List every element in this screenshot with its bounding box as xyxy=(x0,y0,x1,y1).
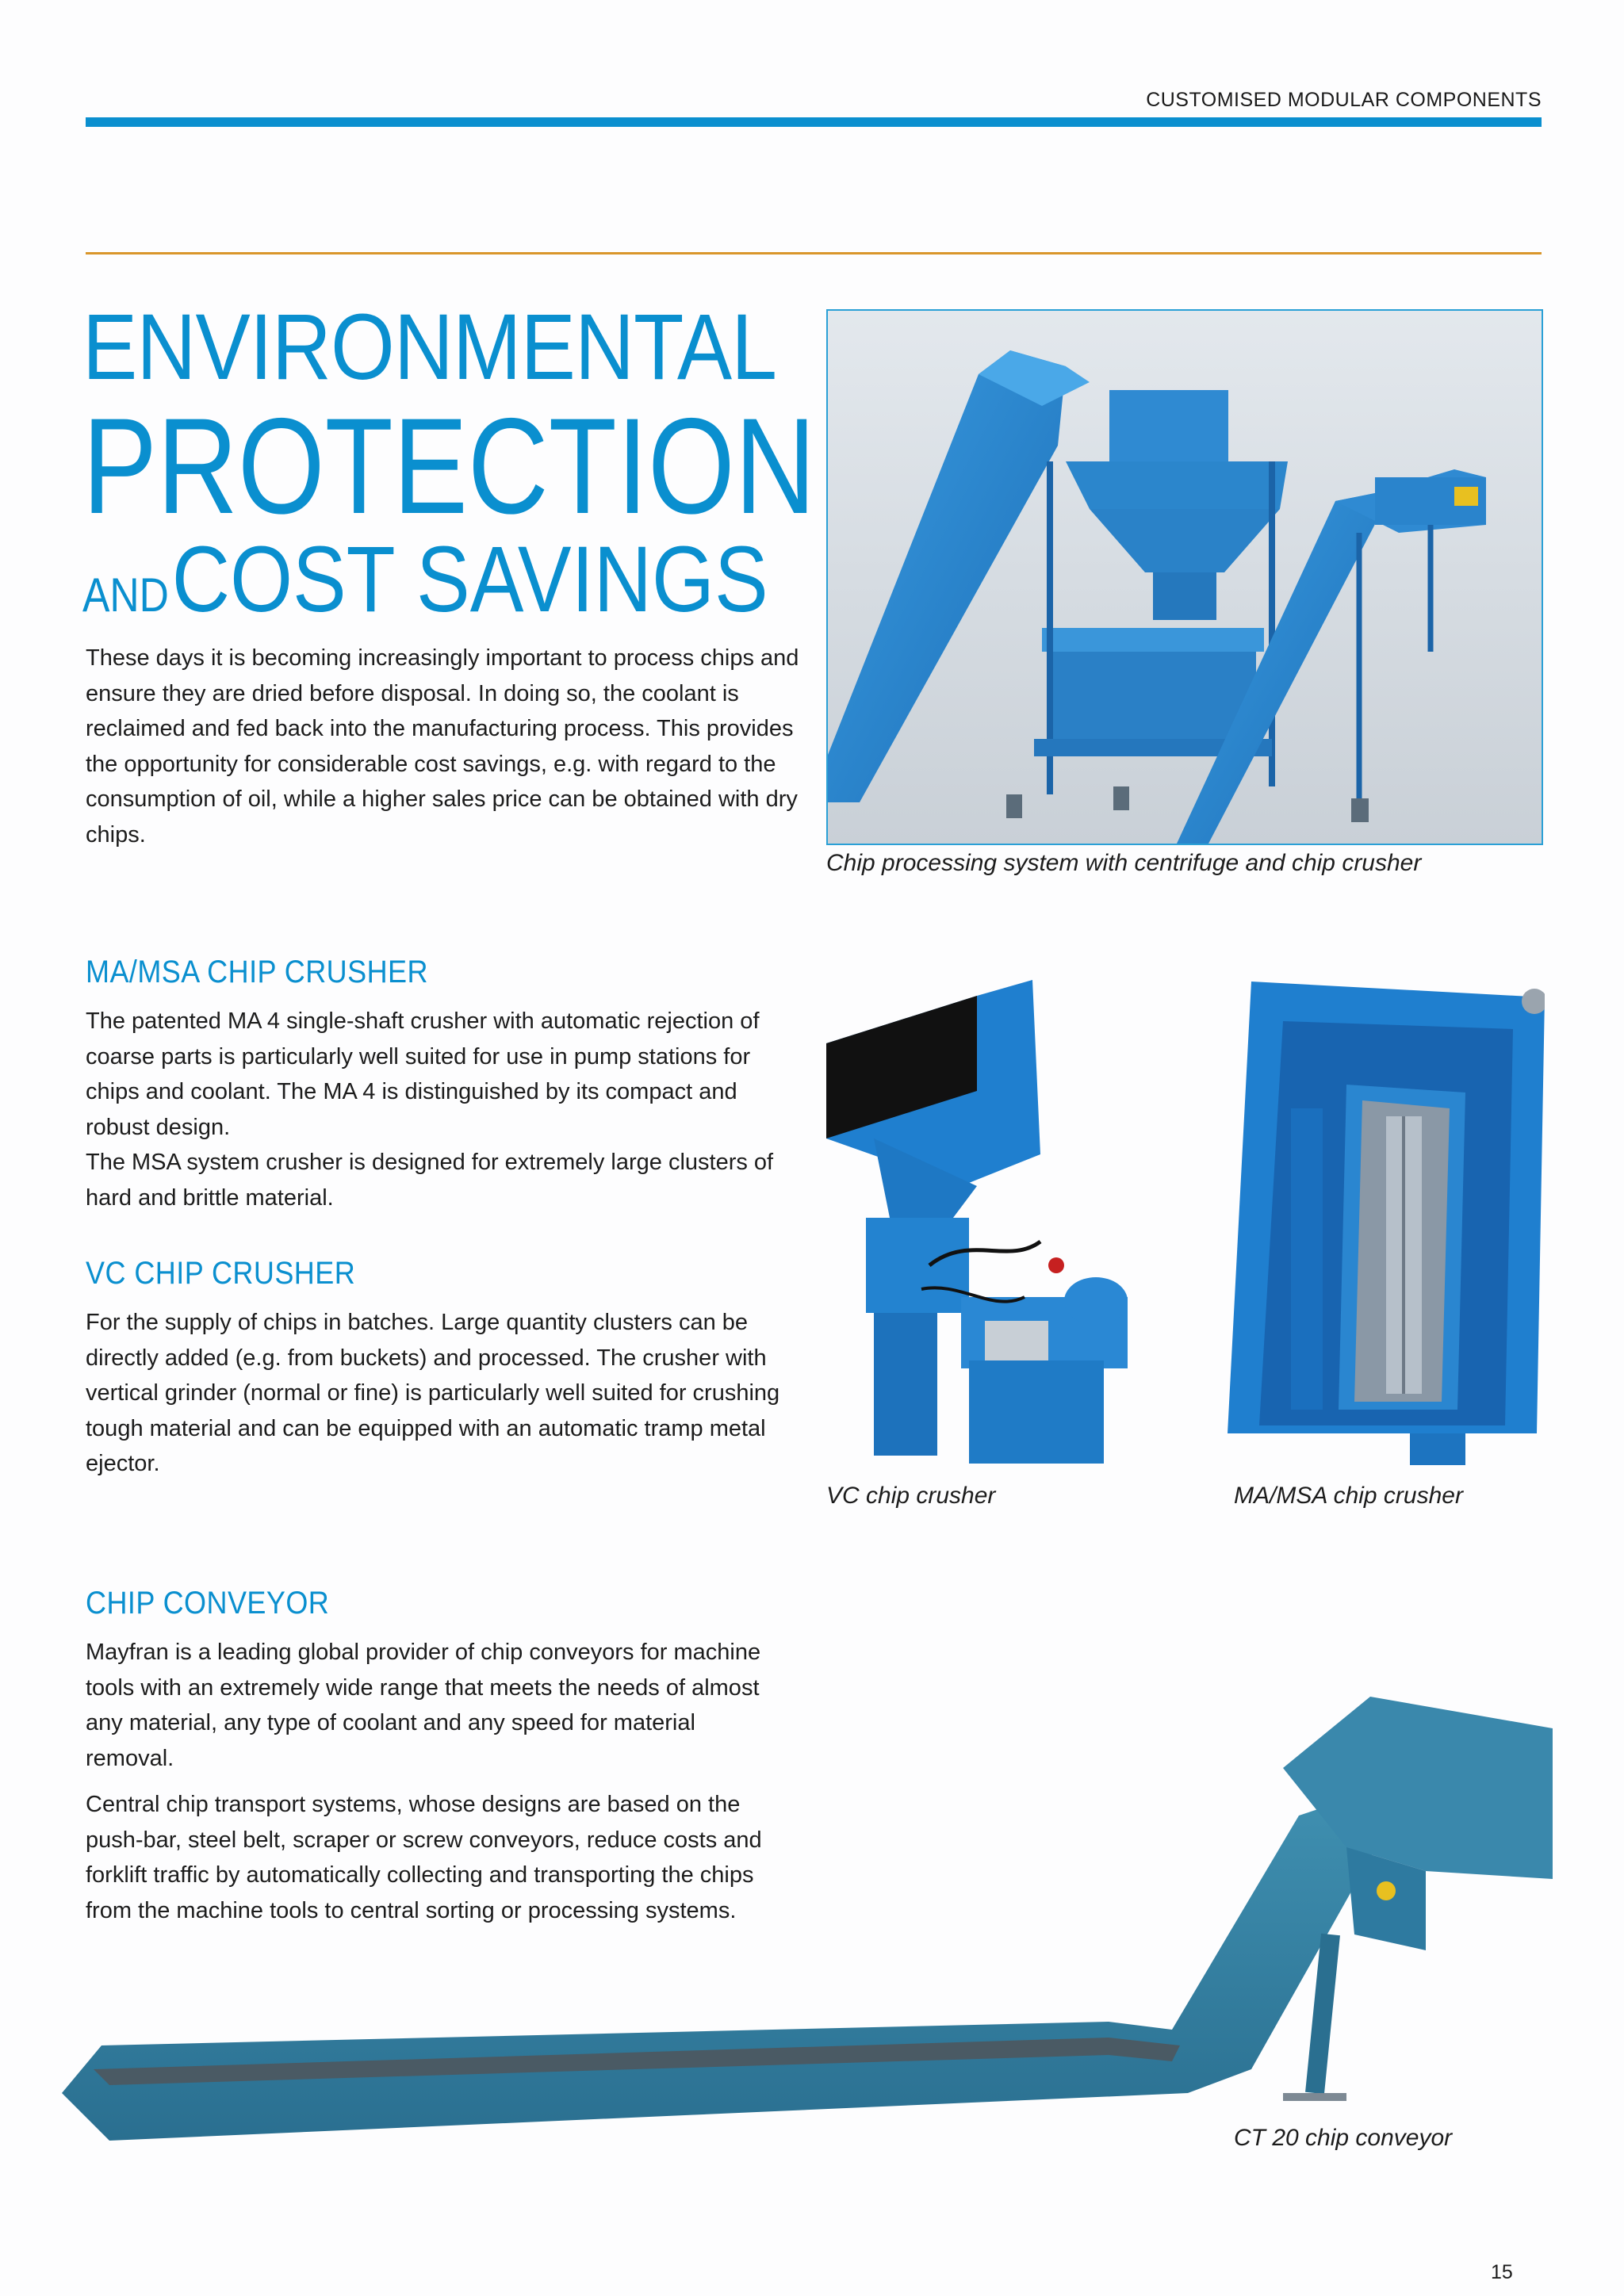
page-title-line2: PROTECTION xyxy=(82,390,816,542)
vc-paragraph: For the supply of chips in batches. Large quantity clusters can be directly added (e.g. from buckets) and processed. The crusher with vertical grinder (normal or fine) is particularly well suited for crushing tough material and can be equipped with an automatic tramp metal ejector. xyxy=(86,1310,780,1476)
heading-ma-msa: MA/MSA CHIP CRUSHER xyxy=(86,955,428,989)
ma-msa-paragraph xyxy=(86,1004,783,1215)
heading-chip-conveyor: CHIP CONVEYOR xyxy=(86,1586,330,1621)
caption-chip-processing-system: Chip processing system with centrifuge and chip crusher xyxy=(826,850,1422,876)
conveyor-text-2: Central chip transport systems, whose designs are based on the push-bar, steel belt, scraper or screw conveyors, reduce costs and forklift traffic by automatically collecting and transporting the chips from the machine tools to central sorting or processing systems. xyxy=(86,1792,762,1923)
vc-chip-crusher-photo xyxy=(826,980,1175,1471)
ma-msa-text-1: The patented MA 4 single-shaft crusher with automatic rejection of coarse parts is particularly well suited for use in pump stations for chips and coolant. The MA 4 is distinguished by its compact and robust design. xyxy=(86,1008,760,1140)
caption-ct20-chip-conveyor: CT 20 chip conveyor xyxy=(1234,2125,1453,2151)
caption-ma-msa-chip-crusher: MA/MSA chip crusher xyxy=(1234,1483,1463,1509)
page-number: 15 xyxy=(1491,2261,1513,2283)
section-label: CUSTOMISED MODULAR COMPONENTS xyxy=(1146,89,1542,111)
title-rule xyxy=(86,252,1542,254)
chip-processing-system-photo xyxy=(826,309,1543,845)
ma-msa-text-2: The MSA system crusher is designed for extremely large clusters of hard and brittle material. xyxy=(86,1150,774,1211)
caption-vc-chip-crusher: VC chip crusher xyxy=(826,1483,996,1509)
heading-vc: VC CHIP CRUSHER xyxy=(86,1256,356,1291)
intro-paragraph: These days it is becoming increasingly important to process chips and ensure they are dried before disposal. In doing so, the coolant is reclaimed and fed back into the manufacturing process. This provides the opportunity for considerable cost savings, e.g. with regard to the consumption of oil, while a higher sales price can be obtained with dry chips. xyxy=(86,645,799,848)
page-title-line1: ENVIRONMENTAL xyxy=(82,295,777,400)
page-title-line3 xyxy=(82,527,768,632)
ct20-chip-conveyor-photo xyxy=(62,1697,1553,2141)
conveyor-text-1: Mayfran is a leading global provider of chip conveyors for machine tools with an extremely wide range that meets the needs of almost any material, any type of coolant and any speed for material removal. xyxy=(86,1640,761,1771)
ma-msa-chip-crusher-photo xyxy=(1228,982,1545,1473)
header-bar xyxy=(86,117,1542,127)
title-and: AND xyxy=(82,568,169,622)
title-cost-savings: COST SAVINGS xyxy=(171,527,768,632)
